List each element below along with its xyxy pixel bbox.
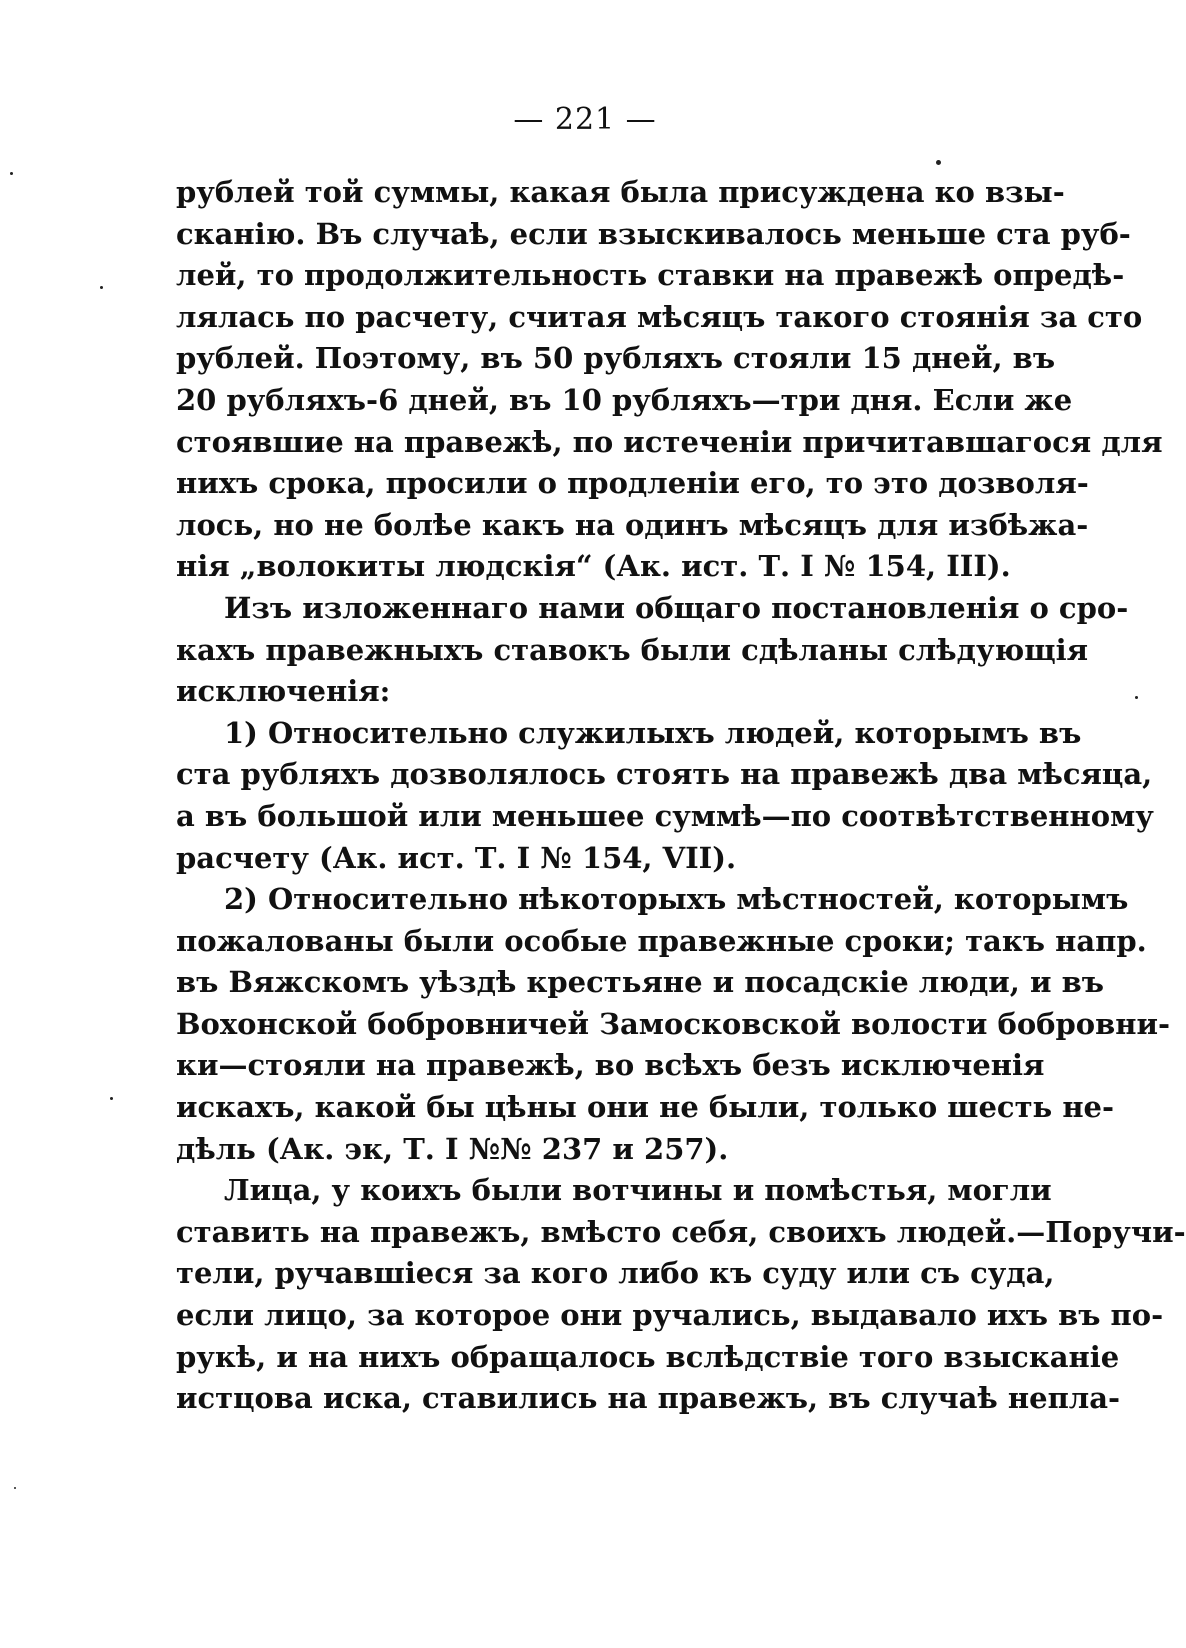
text-line: расчету (Ак. ист. Т. I № 154, VII).: [176, 840, 737, 875]
scan-speck: [110, 1097, 113, 1100]
text-line: ста рубляхъ дозволялось стоять на правежѣ два мѣсяца,: [176, 757, 1153, 792]
text-line: нихъ срока, просили о продленіи его, то это дозволя-: [176, 466, 1089, 501]
scan-speck: [1135, 696, 1138, 699]
page-number: — 221 —: [513, 102, 657, 137]
scan-speck: [14, 1487, 16, 1489]
text-line: лей, то продолжительность ставки на правежѣ опредѣ-: [176, 258, 1125, 293]
body-text: [176, 172, 1186, 1420]
paragraph-start-line: 1) Относительно служилыхъ людей, которымъ въ: [224, 715, 1082, 750]
paragraph-start-line: Лица, у коихъ были вотчины и помѣстья, могли: [224, 1173, 1052, 1208]
paragraph-start-line: Изъ изложеннаго нами общаго постановленія о сро-: [224, 590, 1129, 625]
text-line: сканію. Въ случаѣ, если взыскивалось меньше ста руб-: [176, 216, 1131, 251]
text-line: искахъ, какой бы цѣны они не были, только шесть не-: [176, 1090, 1115, 1125]
text-line: въ Вяжскомъ уѣздѣ крестьяне и посадскіе люди, и въ: [176, 965, 1104, 1000]
scan-speck: [100, 286, 103, 289]
text-line: дѣль (Ак. эк, Т. I №№ 237 и 257).: [176, 1131, 729, 1166]
text-line: пожалованы были особые правежные сроки; такъ напр.: [176, 923, 1147, 958]
text-line: кахъ правежныхъ ставокъ были сдѣланы слѣдующія: [176, 632, 1089, 667]
text-line: рублей той суммы, какая была присуждена ко взы-: [176, 175, 1065, 209]
scan-speck: [936, 160, 941, 165]
text-line: ки—стояли на правежѣ, во всѣхъ безъ исключенія: [176, 1048, 1045, 1083]
text-line: лось, но не болѣе какъ на одинъ мѣсяцъ для избѣжа-: [176, 507, 1089, 542]
text-line: истцова иска, ставились на правежъ, въ случаѣ непла-: [176, 1381, 1121, 1416]
text-line: нія „волокиты людскія“ (Ак. ист. Т. I № 154, III).: [176, 549, 1011, 584]
text-line: Вохонской бобровничей Замосковской волости бобровни-: [176, 1006, 1171, 1041]
text-line: рукѣ, и на нихъ обращалось вслѣдствіе того взысканіе: [176, 1339, 1120, 1374]
text-line: стоявшие на правежѣ, по истеченіи причитавшагося для: [176, 424, 1163, 459]
text-line: тели, ручавшіеся за кого либо къ суду или съ суда,: [176, 1256, 1055, 1291]
text-line: исключенія:: [176, 674, 391, 709]
scan-speck: [10, 172, 13, 175]
paragraph-start-line: 2) Относительно нѣкоторыхъ мѣстностей, которымъ: [224, 882, 1129, 917]
text-line: лялась по расчету, считая мѣсяцъ такого стоянія за сто: [176, 299, 1143, 334]
text-line: если лицо, за которое они ручались, выдавало ихъ въ по-: [176, 1298, 1164, 1333]
text-line: рублей. Поэтому, въ 50 рубляхъ стояли 15 дней, въ: [176, 341, 1056, 376]
text-line: а въ большой или меньшее суммѣ—по соотвѣтственному: [176, 798, 1154, 833]
text-line: ставить на правежъ, вмѣсто себя, своихъ людей.—Поручи-: [176, 1214, 1186, 1249]
text-line: 20 рубляхъ-6 дней, въ 10 рубляхъ—три дня. Если же: [176, 382, 1073, 417]
